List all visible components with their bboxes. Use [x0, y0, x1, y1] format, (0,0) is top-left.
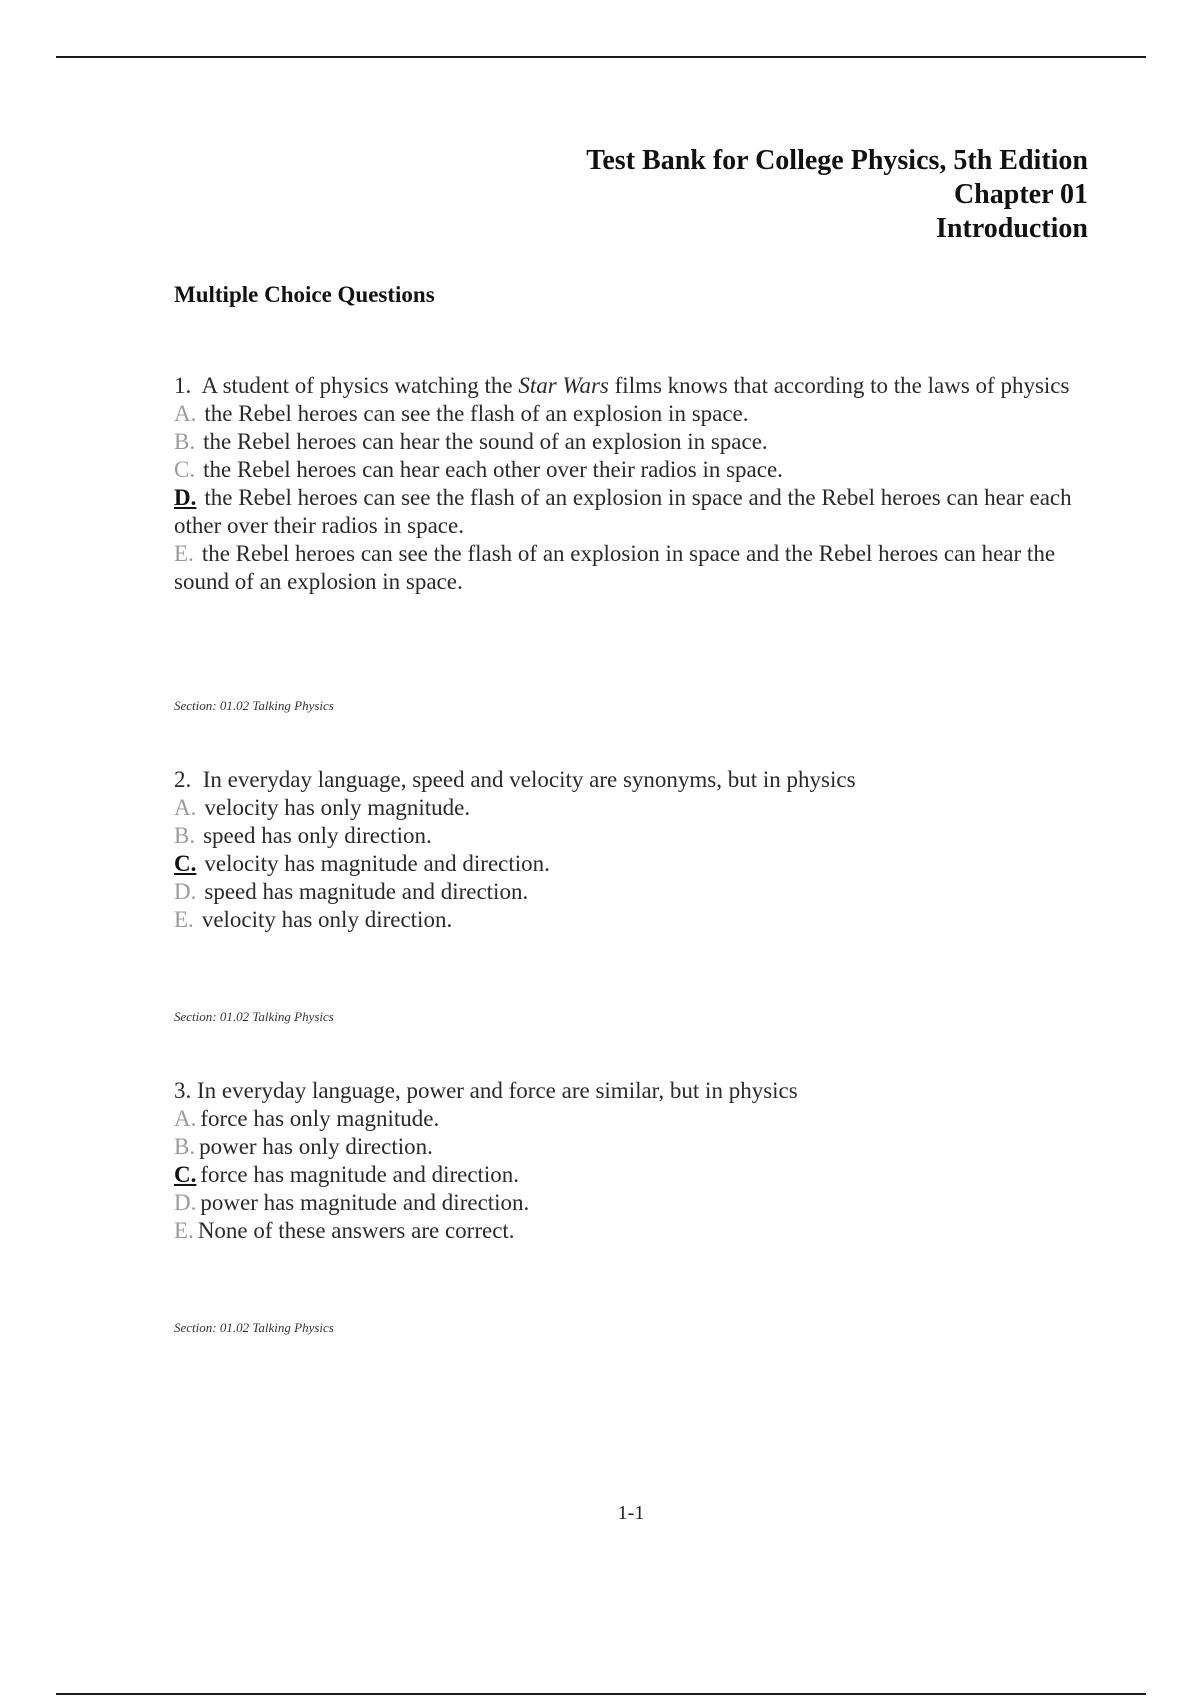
question-3-option-e — [174, 1217, 1074, 1245]
question-2-option-d — [174, 878, 1074, 906]
question-2-stem — [174, 766, 1074, 794]
question-1-option-a — [174, 400, 1074, 428]
question-3-stem — [174, 1077, 1074, 1105]
option-text: force has magnitude and direction. — [200, 1162, 520, 1187]
option-text: velocity has only magnitude. — [204, 795, 471, 820]
question-1-stem-text-a: A student of physics watching the — [201, 373, 519, 398]
section-title: Multiple Choice Questions — [174, 282, 435, 307]
option-text: speed has only direction. — [203, 823, 432, 848]
option-text: force has only magnitude. — [200, 1106, 440, 1131]
question-3 — [174, 1077, 1074, 1245]
question-2-stem-text: In everyday language, speed and velocity are synonyms, but in physics — [202, 767, 856, 792]
question-3-section: Section: 01.02 Talking Physics — [174, 1320, 334, 1335]
option-text: the Rebel heroes can see the flash of an explosion in space. — [204, 401, 749, 426]
question-2 — [174, 766, 1074, 934]
question-2-number: 2. — [174, 767, 192, 792]
option-text: the Rebel heroes can hear each other over their radios in space. — [203, 457, 783, 482]
question-1-stem-text-b: films knows that according to the laws of physics — [608, 373, 1070, 398]
option-letter: B. — [174, 429, 196, 454]
question-2-section: Section: 01.02 Talking Physics — [174, 1009, 334, 1024]
question-2-option-a — [174, 794, 1074, 822]
correct-option-letter: C. — [174, 851, 197, 876]
question-3-stem-text: In everyday language, power and force are similar, but in physics — [197, 1078, 798, 1103]
option-text: velocity has magnitude and direction. — [204, 851, 550, 876]
question-1 — [174, 372, 1074, 596]
question-2-option-e — [174, 906, 1074, 934]
option-text: speed has magnitude and direction. — [204, 879, 529, 904]
question-1-section: Section: 01.02 Talking Physics — [174, 698, 334, 713]
option-letter: C. — [174, 457, 196, 482]
option-letter: B. — [174, 1134, 196, 1159]
correct-option-letter: D. — [174, 485, 197, 510]
option-text: the Rebel heroes can see the flash of an explosion in space and the Rebel heroes can hear the sound of an explosion in space. — [174, 541, 1056, 594]
question-3-number: 3. — [174, 1078, 192, 1103]
header-book-title: Test Bank for College Physics, 5th Edition — [586, 145, 1088, 176]
option-text: power has magnitude and direction. — [200, 1190, 530, 1215]
question-3-option-d — [174, 1189, 1074, 1217]
option-letter: E. — [174, 907, 194, 932]
question-1-option-e — [174, 540, 1074, 596]
option-text: the Rebel heroes can hear the sound of an explosion in space. — [203, 429, 768, 454]
option-letter: A. — [174, 1106, 197, 1131]
option-letter: D. — [174, 879, 197, 904]
document-header — [586, 144, 1088, 246]
question-1-number: 1. — [174, 373, 192, 398]
option-letter: E. — [174, 1218, 194, 1243]
question-2-option-c — [174, 850, 1074, 878]
option-letter: B. — [174, 823, 196, 848]
correct-option-letter: C. — [174, 1162, 197, 1187]
question-1-stem — [174, 372, 1074, 400]
question-1-option-d — [174, 484, 1074, 540]
top-rule — [56, 56, 1146, 58]
page-number: 1-1 — [617, 1502, 645, 1524]
option-text: velocity has only direction. — [201, 907, 453, 932]
option-letter: A. — [174, 401, 197, 426]
option-letter: D. — [174, 1190, 197, 1215]
question-2-option-b — [174, 822, 1074, 850]
question-3-option-a — [174, 1105, 1074, 1133]
question-3-option-c — [174, 1161, 1074, 1189]
option-letter: A. — [174, 795, 197, 820]
bottom-rule — [56, 1693, 1146, 1695]
option-text: None of these answers are correct. — [197, 1218, 515, 1243]
option-text: the Rebel heroes can see the flash of an explosion in space and the Rebel heroes can hear each other over their radios in space. — [174, 485, 1072, 538]
question-1-option-b — [174, 428, 1074, 456]
header-chapter: Chapter 01 — [953, 179, 1088, 210]
question-3-option-b — [174, 1133, 1074, 1161]
option-letter: E. — [174, 541, 194, 566]
option-text: power has only direction. — [199, 1134, 433, 1159]
header-chapter-title: Introduction — [936, 213, 1088, 244]
question-1-option-c — [174, 456, 1074, 484]
question-1-stem-italic: Star Wars — [518, 373, 609, 398]
